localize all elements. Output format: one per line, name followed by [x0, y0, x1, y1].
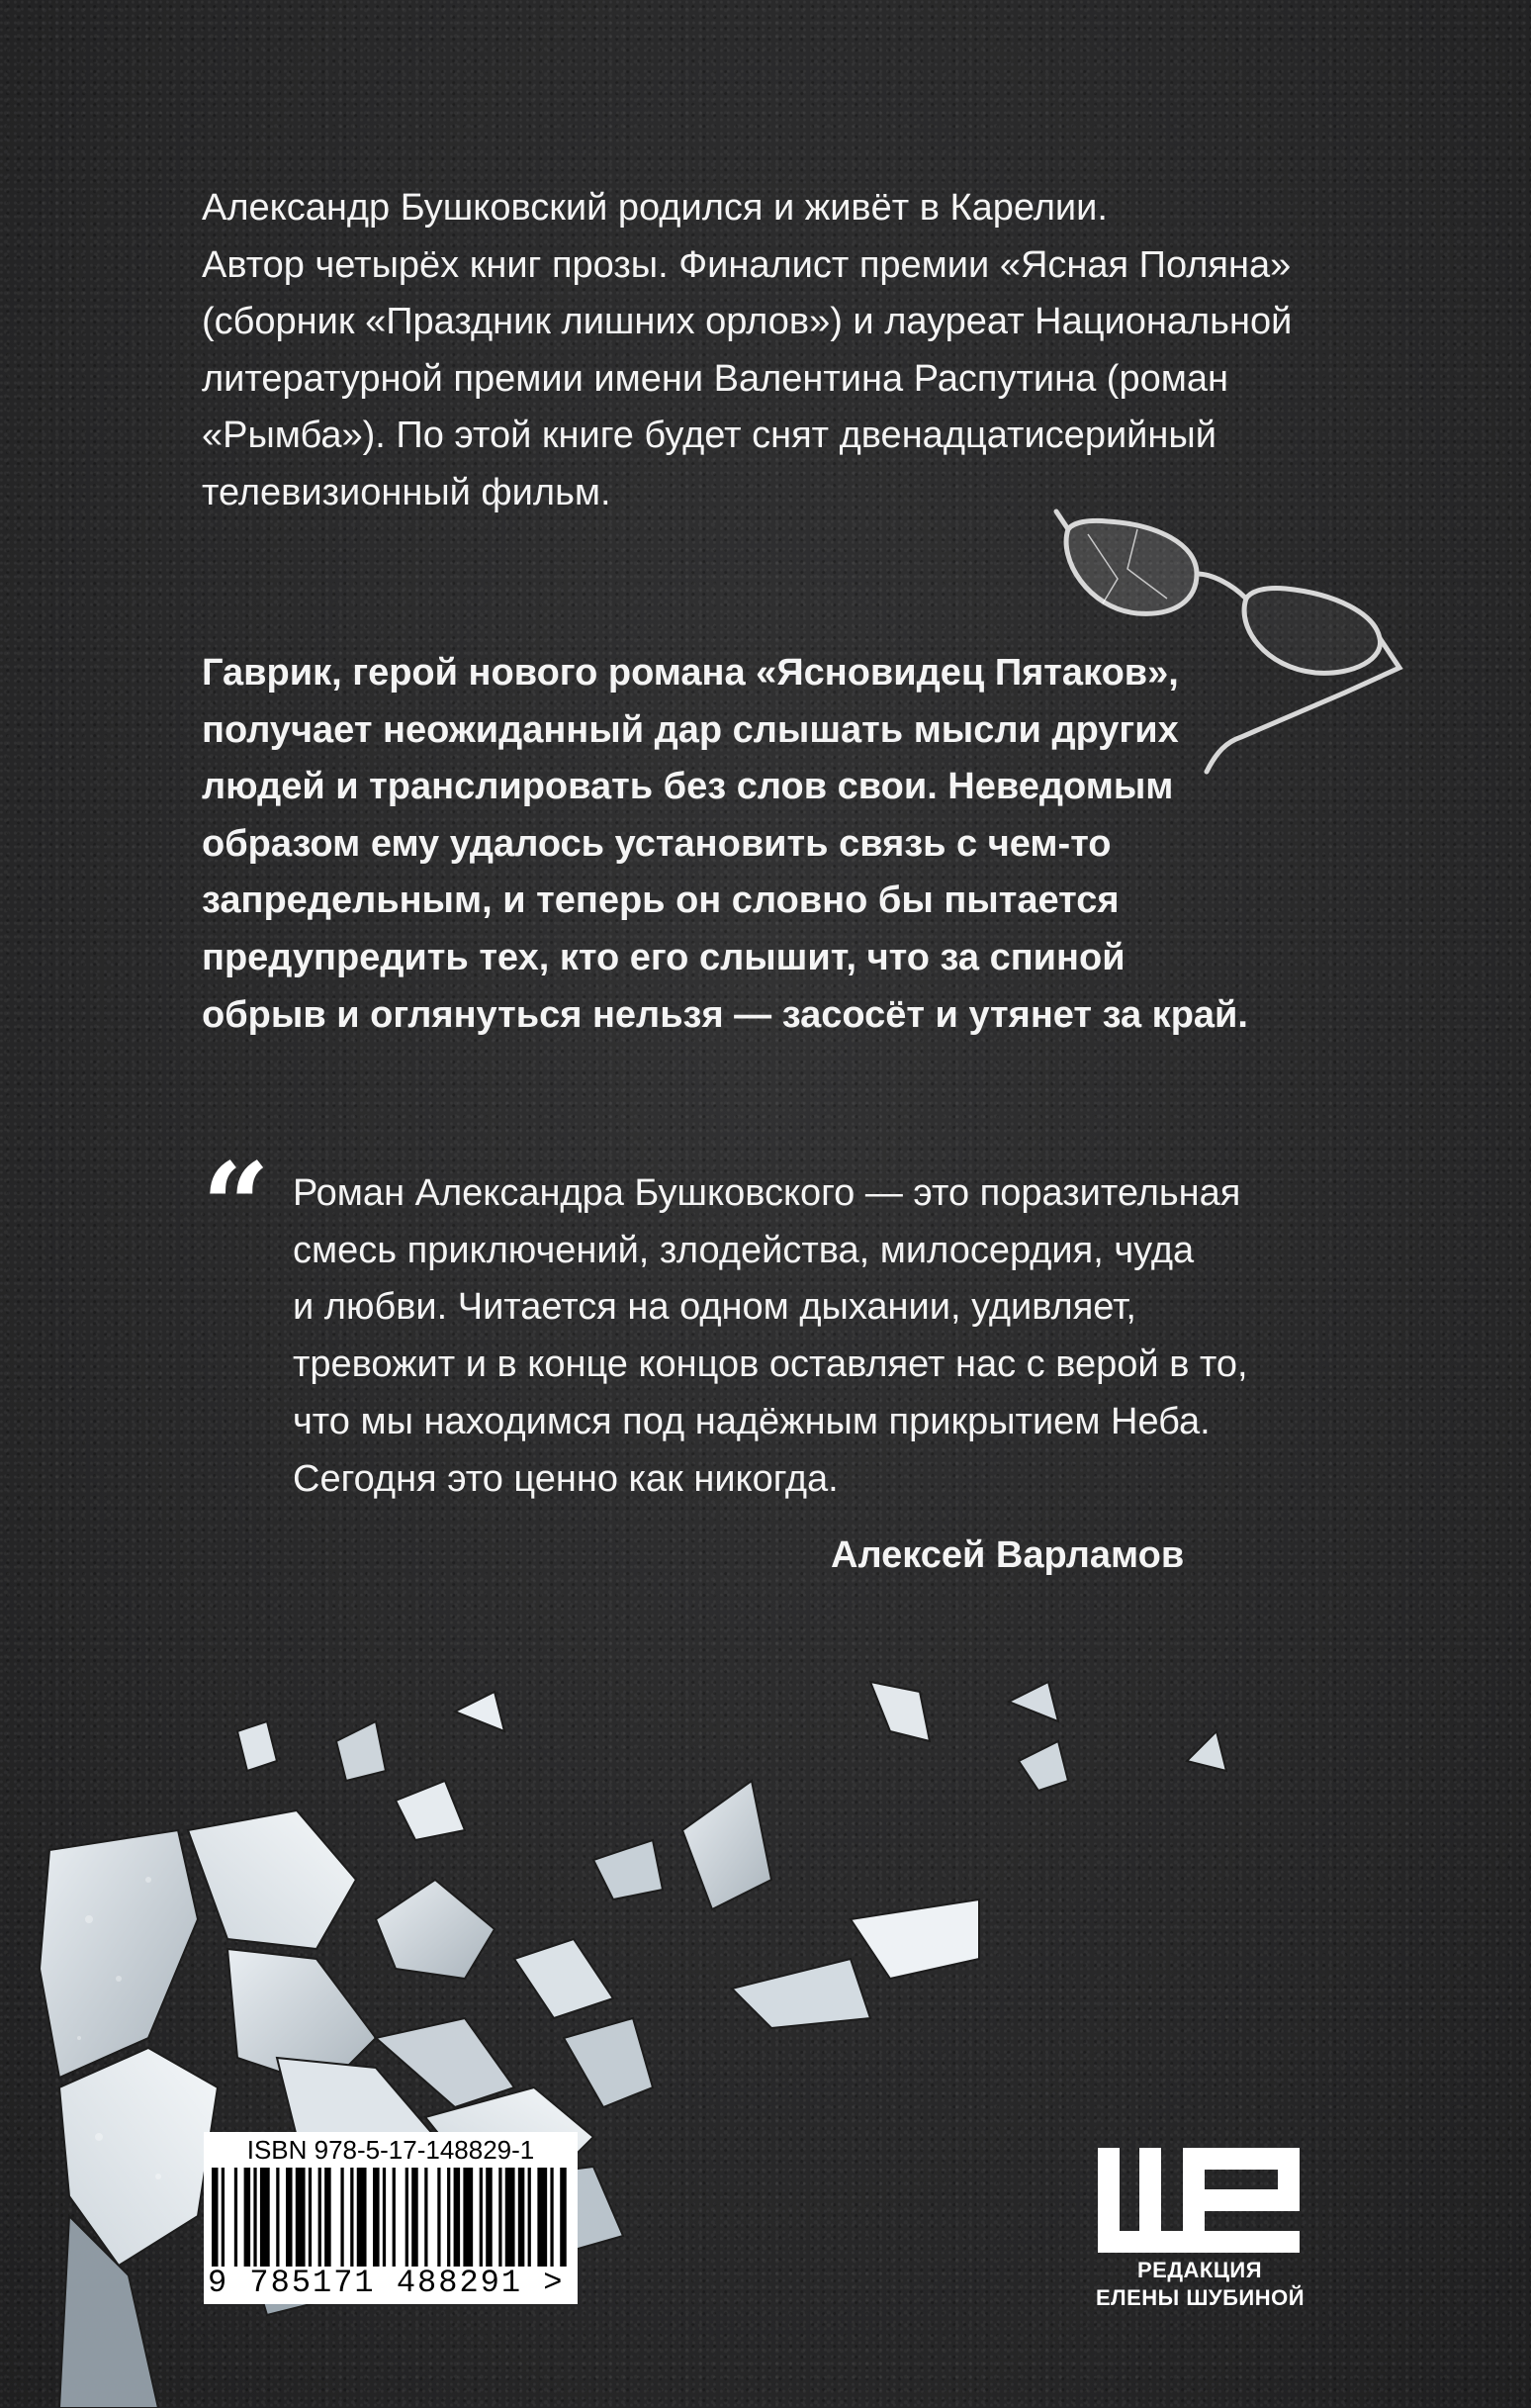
isbn-label: ISBN 978-5-17-148829-1: [246, 2135, 535, 2165]
isbn-barcode: [204, 2132, 578, 2304]
barcode-bars-icon: [212, 2168, 570, 2267]
book-blurb: [202, 645, 1248, 1044]
blurb-line: Гаврик, герой нового романа «Ясновидец Пятаков»,: [202, 652, 1179, 694]
author-bio: [202, 180, 1293, 521]
review-quote: [293, 1165, 1262, 1508]
bio-line: Александр Бушковский родился и живёт в Карелии.: [202, 187, 1108, 229]
blurb-line: запредельным, и теперь он словно бы пытается: [202, 880, 1120, 922]
blurb-line: людей и транслировать без слов свои. Неведомым: [202, 766, 1174, 808]
quote-line: что мы находимся под надёжным прикрытием Неба.: [293, 1400, 1211, 1442]
quote-line: смесь приключений, злодейства, милосердия, чуда: [293, 1229, 1195, 1271]
quote-line: Сегодня это ценно как никогда.: [293, 1457, 839, 1500]
quote-author: Алексей Варламов: [831, 1534, 1185, 1576]
blurb-line: обрыв и оглянуться нельзя — засосёт и утянет за край.: [202, 993, 1248, 1036]
quote-line: тревожит и в конце концов оставляет нас с верой в то,: [293, 1343, 1248, 1386]
publisher-name-line1: РЕДАКЦИЯ: [1136, 2258, 1263, 2282]
bio-line: Автор четырёх книг прозы. Финалист премии «Ясная Поляна»: [202, 243, 1292, 286]
publisher-logo: [1096, 2144, 1304, 2312]
bio-line: (сборник «Праздник лишних орлов») и лауреат Национальной: [202, 301, 1293, 342]
bio-line: литературной премии имени Валентина Распутина (роман: [202, 357, 1228, 400]
publisher-name-line2: ЕЛЕНЫ ШУБИНОЙ: [1096, 2285, 1306, 2310]
bio-line: телевизионный фильм.: [202, 471, 611, 513]
quote-mark-icon: “: [202, 1137, 271, 1276]
blurb-line: образом ему удалось установить связь с чем-то: [202, 822, 1112, 865]
quote-line: и любви. Читается на одном дыхании, удивляет,: [293, 1286, 1136, 1329]
bio-line: «Рымба»). По этой книге будет снят двенадцатисерийный: [202, 415, 1216, 456]
blurb-line: получает неожиданный дар слышать мысли других: [202, 708, 1179, 751]
blurb-line: предупредить тех, кто его слышит, что за спиной: [202, 936, 1126, 978]
quote-line: Роман Александра Бушковского — это поразительная: [293, 1172, 1241, 1214]
publisher-logo-mark-icon: [1096, 2144, 1304, 2257]
barcode-digits: 9 785171 488291 >: [208, 2265, 565, 2301]
